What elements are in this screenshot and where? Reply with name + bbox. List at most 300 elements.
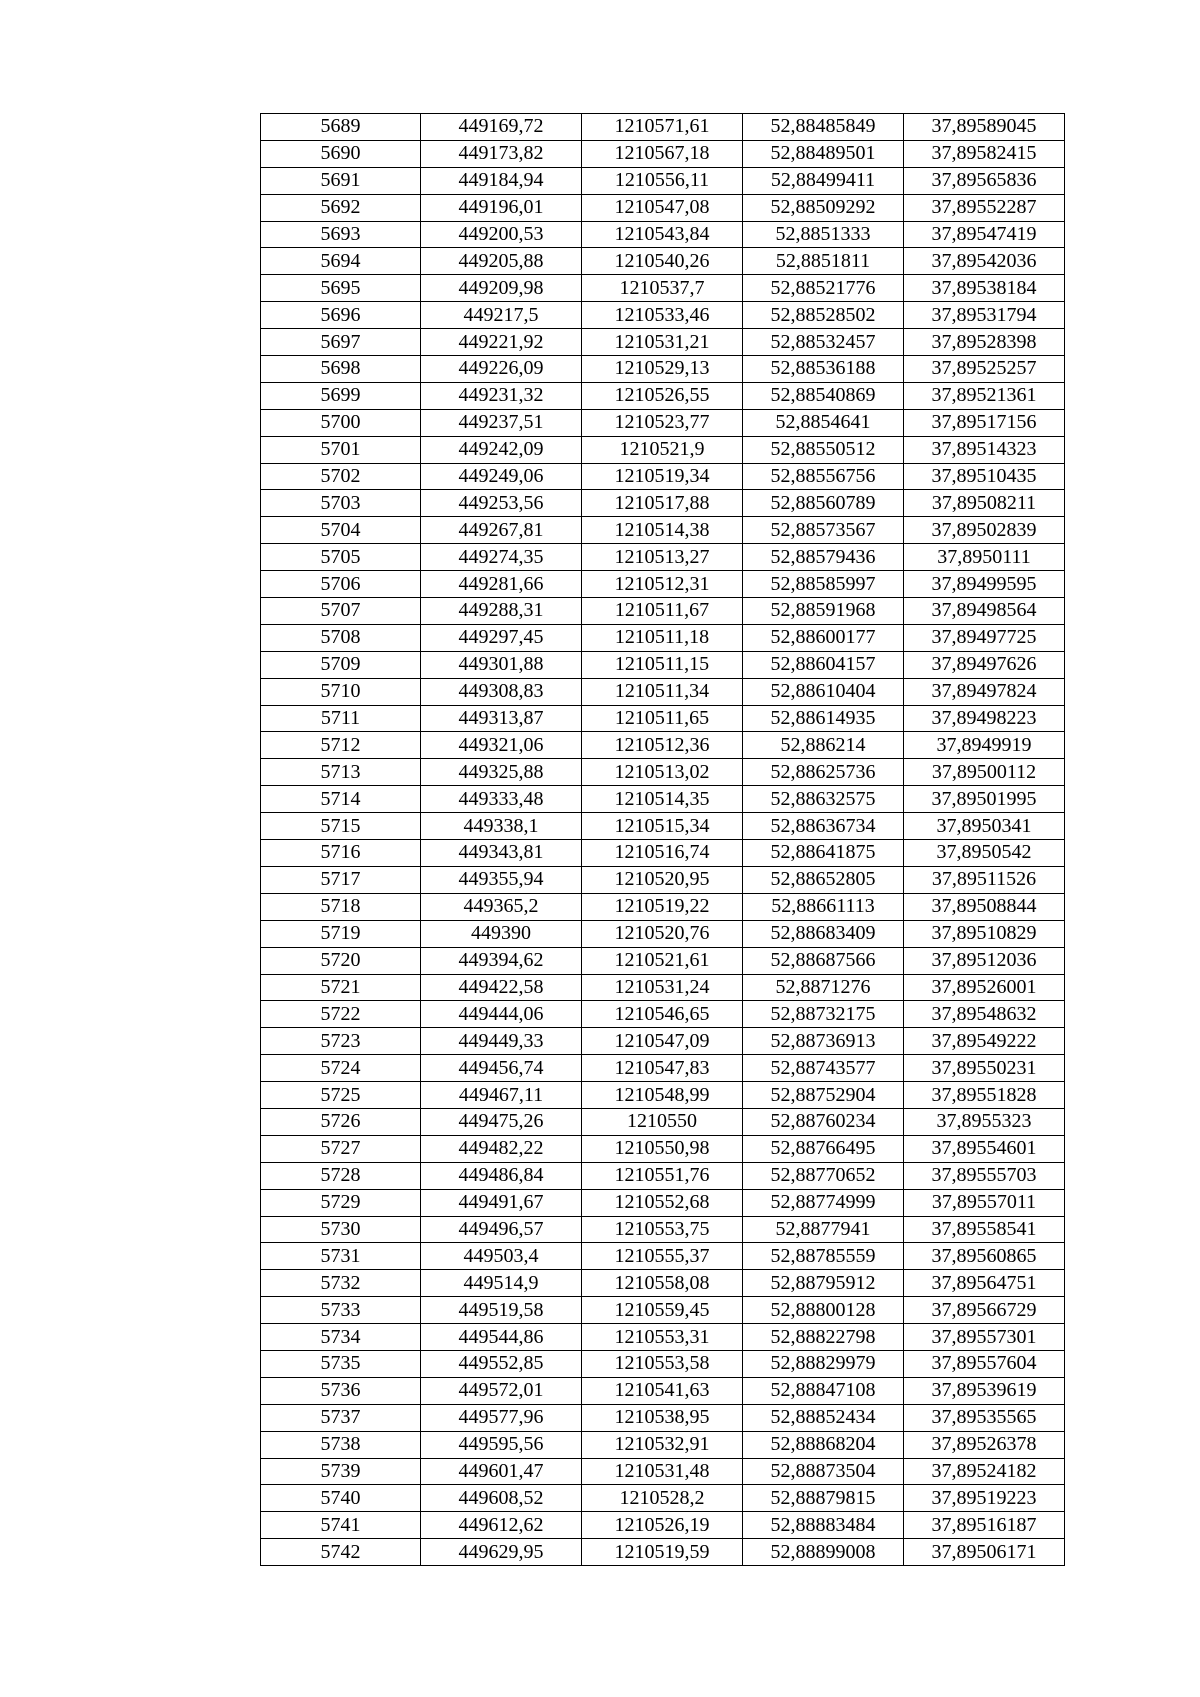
table-row (261, 1270, 1065, 1297)
table-row (261, 1297, 1065, 1324)
table-row (261, 866, 1065, 893)
latitude-cell: 52,88883484 (743, 1512, 904, 1539)
x-coordinate-cell: 449325,88 (421, 759, 582, 786)
point-number-cell: 5726 (261, 1108, 421, 1135)
latitude-cell: 52,88509292 (743, 194, 904, 221)
y-coordinate-cell: 1210531,48 (582, 1458, 743, 1485)
latitude-cell: 52,88683409 (743, 920, 904, 947)
x-coordinate-cell: 449595,56 (421, 1431, 582, 1458)
table-row (261, 1404, 1065, 1431)
y-coordinate-cell: 1210550 (582, 1108, 743, 1135)
latitude-cell: 52,88736913 (743, 1028, 904, 1055)
longitude-cell: 37,89557301 (904, 1324, 1065, 1351)
longitude-cell: 37,89548632 (904, 1001, 1065, 1028)
table-row (261, 490, 1065, 517)
table-row (261, 194, 1065, 221)
longitude-cell: 37,89538184 (904, 275, 1065, 302)
longitude-cell: 37,89510435 (904, 463, 1065, 490)
point-number-cell: 5729 (261, 1189, 421, 1216)
table-row (261, 1055, 1065, 1082)
point-number-cell: 5702 (261, 463, 421, 490)
y-coordinate-cell: 1210531,21 (582, 329, 743, 356)
x-coordinate-cell: 449184,94 (421, 167, 582, 194)
latitude-cell: 52,8871276 (743, 974, 904, 1001)
y-coordinate-cell: 1210511,67 (582, 598, 743, 625)
table-row (261, 1324, 1065, 1351)
y-coordinate-cell: 1210547,83 (582, 1055, 743, 1082)
table-row (261, 275, 1065, 302)
point-number-cell: 5695 (261, 275, 421, 302)
point-number-cell: 5693 (261, 221, 421, 248)
table-row (261, 544, 1065, 571)
latitude-cell: 52,88847108 (743, 1377, 904, 1404)
latitude-cell: 52,88852434 (743, 1404, 904, 1431)
point-number-cell: 5740 (261, 1485, 421, 1512)
y-coordinate-cell: 1210528,2 (582, 1485, 743, 1512)
y-coordinate-cell: 1210558,08 (582, 1270, 743, 1297)
y-coordinate-cell: 1210513,27 (582, 544, 743, 571)
x-coordinate-cell: 449449,33 (421, 1028, 582, 1055)
y-coordinate-cell: 1210551,76 (582, 1162, 743, 1189)
x-coordinate-cell: 449608,52 (421, 1485, 582, 1512)
latitude-cell: 52,88591968 (743, 598, 904, 625)
x-coordinate-cell: 449253,56 (421, 490, 582, 517)
table-row (261, 1162, 1065, 1189)
longitude-cell: 37,8949919 (904, 732, 1065, 759)
y-coordinate-cell: 1210548,99 (582, 1082, 743, 1109)
latitude-cell: 52,88632575 (743, 786, 904, 813)
point-number-cell: 5723 (261, 1028, 421, 1055)
table-row (261, 947, 1065, 974)
point-number-cell: 5734 (261, 1324, 421, 1351)
longitude-cell: 37,89539619 (904, 1377, 1065, 1404)
point-number-cell: 5727 (261, 1135, 421, 1162)
y-coordinate-cell: 1210550,98 (582, 1135, 743, 1162)
x-coordinate-cell: 449321,06 (421, 732, 582, 759)
longitude-cell: 37,89510829 (904, 920, 1065, 947)
x-coordinate-cell: 449267,81 (421, 517, 582, 544)
longitude-cell: 37,89498223 (904, 705, 1065, 732)
y-coordinate-cell: 1210533,46 (582, 302, 743, 329)
table-row (261, 1458, 1065, 1485)
x-coordinate-cell: 449308,83 (421, 678, 582, 705)
latitude-cell: 52,88770652 (743, 1162, 904, 1189)
y-coordinate-cell: 1210547,09 (582, 1028, 743, 1055)
point-number-cell: 5700 (261, 409, 421, 436)
point-number-cell: 5721 (261, 974, 421, 1001)
point-number-cell: 5722 (261, 1001, 421, 1028)
longitude-cell: 37,89497725 (904, 624, 1065, 651)
x-coordinate-cell: 449390 (421, 920, 582, 947)
point-number-cell: 5704 (261, 517, 421, 544)
longitude-cell: 37,89506171 (904, 1539, 1065, 1566)
y-coordinate-cell: 1210517,88 (582, 490, 743, 517)
point-number-cell: 5690 (261, 140, 421, 167)
latitude-cell: 52,88785559 (743, 1243, 904, 1270)
point-number-cell: 5703 (261, 490, 421, 517)
y-coordinate-cell: 1210521,61 (582, 947, 743, 974)
longitude-cell: 37,89549222 (904, 1028, 1065, 1055)
point-number-cell: 5724 (261, 1055, 421, 1082)
x-coordinate-cell: 449444,06 (421, 1001, 582, 1028)
x-coordinate-cell: 449237,51 (421, 409, 582, 436)
latitude-cell: 52,88868204 (743, 1431, 904, 1458)
x-coordinate-cell: 449503,4 (421, 1243, 582, 1270)
table-row (261, 571, 1065, 598)
latitude-cell: 52,8877941 (743, 1216, 904, 1243)
point-number-cell: 5705 (261, 544, 421, 571)
longitude-cell: 37,89499595 (904, 571, 1065, 598)
longitude-cell: 37,89508844 (904, 893, 1065, 920)
point-number-cell: 5731 (261, 1243, 421, 1270)
point-number-cell: 5715 (261, 813, 421, 840)
x-coordinate-cell: 449196,01 (421, 194, 582, 221)
y-coordinate-cell: 1210559,45 (582, 1297, 743, 1324)
x-coordinate-cell: 449313,87 (421, 705, 582, 732)
x-coordinate-cell: 449629,95 (421, 1539, 582, 1566)
table-row (261, 114, 1065, 141)
latitude-cell: 52,88795912 (743, 1270, 904, 1297)
x-coordinate-cell: 449612,62 (421, 1512, 582, 1539)
table-row (261, 140, 1065, 167)
latitude-cell: 52,88687566 (743, 947, 904, 974)
x-coordinate-cell: 449333,48 (421, 786, 582, 813)
longitude-cell: 37,89512036 (904, 947, 1065, 974)
x-coordinate-cell: 449343,81 (421, 840, 582, 867)
latitude-cell: 52,88829979 (743, 1350, 904, 1377)
table-row (261, 813, 1065, 840)
longitude-cell: 37,89497626 (904, 651, 1065, 678)
x-coordinate-cell: 449552,85 (421, 1350, 582, 1377)
latitude-cell: 52,88766495 (743, 1135, 904, 1162)
latitude-cell: 52,8851333 (743, 221, 904, 248)
latitude-cell: 52,88560789 (743, 490, 904, 517)
x-coordinate-cell: 449519,58 (421, 1297, 582, 1324)
longitude-cell: 37,89497824 (904, 678, 1065, 705)
point-number-cell: 5719 (261, 920, 421, 947)
table-row (261, 329, 1065, 356)
table-row (261, 1485, 1065, 1512)
y-coordinate-cell: 1210511,15 (582, 651, 743, 678)
point-number-cell: 5708 (261, 624, 421, 651)
longitude-cell: 37,89516187 (904, 1512, 1065, 1539)
y-coordinate-cell: 1210526,55 (582, 382, 743, 409)
longitude-cell: 37,89526001 (904, 974, 1065, 1001)
longitude-cell: 37,89582415 (904, 140, 1065, 167)
point-number-cell: 5698 (261, 356, 421, 383)
latitude-cell: 52,88489501 (743, 140, 904, 167)
latitude-cell: 52,88873504 (743, 1458, 904, 1485)
point-number-cell: 5736 (261, 1377, 421, 1404)
table-row (261, 356, 1065, 383)
longitude-cell: 37,89554601 (904, 1135, 1065, 1162)
y-coordinate-cell: 1210526,19 (582, 1512, 743, 1539)
table-row (261, 517, 1065, 544)
point-number-cell: 5692 (261, 194, 421, 221)
x-coordinate-cell: 449456,74 (421, 1055, 582, 1082)
x-coordinate-cell: 449217,5 (421, 302, 582, 329)
longitude-cell: 37,89526378 (904, 1431, 1065, 1458)
latitude-cell: 52,886214 (743, 732, 904, 759)
x-coordinate-cell: 449475,26 (421, 1108, 582, 1135)
table-row (261, 1135, 1065, 1162)
x-coordinate-cell: 449496,57 (421, 1216, 582, 1243)
point-number-cell: 5738 (261, 1431, 421, 1458)
x-coordinate-cell: 449226,09 (421, 356, 582, 383)
y-coordinate-cell: 1210523,77 (582, 409, 743, 436)
y-coordinate-cell: 1210512,31 (582, 571, 743, 598)
table-row (261, 1431, 1065, 1458)
longitude-cell: 37,89521361 (904, 382, 1065, 409)
point-number-cell: 5701 (261, 436, 421, 463)
latitude-cell: 52,88774999 (743, 1189, 904, 1216)
x-coordinate-cell: 449355,94 (421, 866, 582, 893)
y-coordinate-cell: 1210529,13 (582, 356, 743, 383)
table-row (261, 302, 1065, 329)
latitude-cell: 52,8851811 (743, 248, 904, 275)
point-number-cell: 5691 (261, 167, 421, 194)
y-coordinate-cell: 1210532,91 (582, 1431, 743, 1458)
table-row (261, 1539, 1065, 1566)
y-coordinate-cell: 1210553,31 (582, 1324, 743, 1351)
y-coordinate-cell: 1210543,84 (582, 221, 743, 248)
y-coordinate-cell: 1210552,68 (582, 1189, 743, 1216)
latitude-cell: 52,88532457 (743, 329, 904, 356)
point-number-cell: 5741 (261, 1512, 421, 1539)
point-number-cell: 5707 (261, 598, 421, 625)
x-coordinate-cell: 449467,11 (421, 1082, 582, 1109)
point-number-cell: 5699 (261, 382, 421, 409)
x-coordinate-cell: 449514,9 (421, 1270, 582, 1297)
longitude-cell: 37,89511526 (904, 866, 1065, 893)
longitude-cell: 37,89524182 (904, 1458, 1065, 1485)
y-coordinate-cell: 1210515,34 (582, 813, 743, 840)
x-coordinate-cell: 449486,84 (421, 1162, 582, 1189)
point-number-cell: 5696 (261, 302, 421, 329)
longitude-cell: 37,89547419 (904, 221, 1065, 248)
x-coordinate-cell: 449205,88 (421, 248, 582, 275)
table-row (261, 840, 1065, 867)
table-row (261, 1189, 1065, 1216)
y-coordinate-cell: 1210531,24 (582, 974, 743, 1001)
longitude-cell: 37,89508211 (904, 490, 1065, 517)
x-coordinate-cell: 449297,45 (421, 624, 582, 651)
x-coordinate-cell: 449288,31 (421, 598, 582, 625)
table-row (261, 221, 1065, 248)
latitude-cell: 52,88732175 (743, 1001, 904, 1028)
y-coordinate-cell: 1210519,59 (582, 1539, 743, 1566)
table-row (261, 598, 1065, 625)
point-number-cell: 5732 (261, 1270, 421, 1297)
table-row (261, 678, 1065, 705)
point-number-cell: 5706 (261, 571, 421, 598)
longitude-cell: 37,89550231 (904, 1055, 1065, 1082)
table-row (261, 651, 1065, 678)
table-row (261, 1216, 1065, 1243)
table-row (261, 759, 1065, 786)
longitude-cell: 37,89565836 (904, 167, 1065, 194)
point-number-cell: 5712 (261, 732, 421, 759)
longitude-cell: 37,89542036 (904, 248, 1065, 275)
point-number-cell: 5725 (261, 1082, 421, 1109)
table-row (261, 167, 1065, 194)
latitude-cell: 52,88521776 (743, 275, 904, 302)
point-number-cell: 5728 (261, 1162, 421, 1189)
y-coordinate-cell: 1210520,76 (582, 920, 743, 947)
latitude-cell: 52,88585997 (743, 571, 904, 598)
longitude-cell: 37,8950341 (904, 813, 1065, 840)
table-row (261, 409, 1065, 436)
table-row (261, 1108, 1065, 1135)
latitude-cell: 52,88625736 (743, 759, 904, 786)
coordinates-table-body (261, 114, 1065, 1566)
table-row (261, 1001, 1065, 1028)
x-coordinate-cell: 449242,09 (421, 436, 582, 463)
table-row (261, 382, 1065, 409)
table-row (261, 786, 1065, 813)
longitude-cell: 37,89525257 (904, 356, 1065, 383)
point-number-cell: 5716 (261, 840, 421, 867)
x-coordinate-cell: 449491,67 (421, 1189, 582, 1216)
x-coordinate-cell: 449169,72 (421, 114, 582, 141)
x-coordinate-cell: 449365,2 (421, 893, 582, 920)
x-coordinate-cell: 449200,53 (421, 221, 582, 248)
y-coordinate-cell: 1210511,34 (582, 678, 743, 705)
x-coordinate-cell: 449482,22 (421, 1135, 582, 1162)
y-coordinate-cell: 1210537,7 (582, 275, 743, 302)
y-coordinate-cell: 1210547,08 (582, 194, 743, 221)
latitude-cell: 52,88752904 (743, 1082, 904, 1109)
y-coordinate-cell: 1210553,58 (582, 1350, 743, 1377)
latitude-cell: 52,88485849 (743, 114, 904, 141)
y-coordinate-cell: 1210520,95 (582, 866, 743, 893)
point-number-cell: 5737 (261, 1404, 421, 1431)
point-number-cell: 5710 (261, 678, 421, 705)
table-row (261, 920, 1065, 947)
y-coordinate-cell: 1210516,74 (582, 840, 743, 867)
latitude-cell: 52,88604157 (743, 651, 904, 678)
y-coordinate-cell: 1210546,65 (582, 1001, 743, 1028)
table-row (261, 1243, 1065, 1270)
latitude-cell: 52,88528502 (743, 302, 904, 329)
longitude-cell: 37,8955323 (904, 1108, 1065, 1135)
x-coordinate-cell: 449249,06 (421, 463, 582, 490)
point-number-cell: 5709 (261, 651, 421, 678)
longitude-cell: 37,89555703 (904, 1162, 1065, 1189)
longitude-cell: 37,89535565 (904, 1404, 1065, 1431)
point-number-cell: 5718 (261, 893, 421, 920)
latitude-cell: 52,88550512 (743, 436, 904, 463)
y-coordinate-cell: 1210511,65 (582, 705, 743, 732)
latitude-cell: 52,88536188 (743, 356, 904, 383)
longitude-cell: 37,89552287 (904, 194, 1065, 221)
x-coordinate-cell: 449209,98 (421, 275, 582, 302)
table-row (261, 248, 1065, 275)
y-coordinate-cell: 1210553,75 (582, 1216, 743, 1243)
latitude-cell: 52,88600177 (743, 624, 904, 651)
latitude-cell: 52,8854641 (743, 409, 904, 436)
latitude-cell: 52,88636734 (743, 813, 904, 840)
longitude-cell: 37,89560865 (904, 1243, 1065, 1270)
x-coordinate-cell: 449231,32 (421, 382, 582, 409)
table-row (261, 705, 1065, 732)
longitude-cell: 37,89498564 (904, 598, 1065, 625)
longitude-cell: 37,89519223 (904, 1485, 1065, 1512)
y-coordinate-cell: 1210521,9 (582, 436, 743, 463)
point-number-cell: 5742 (261, 1539, 421, 1566)
x-coordinate-cell: 449173,82 (421, 140, 582, 167)
latitude-cell: 52,88822798 (743, 1324, 904, 1351)
longitude-cell: 37,8950542 (904, 840, 1065, 867)
latitude-cell: 52,88573567 (743, 517, 904, 544)
longitude-cell: 37,89564751 (904, 1270, 1065, 1297)
latitude-cell: 52,88614935 (743, 705, 904, 732)
longitude-cell: 37,89501995 (904, 786, 1065, 813)
point-number-cell: 5697 (261, 329, 421, 356)
y-coordinate-cell: 1210514,38 (582, 517, 743, 544)
y-coordinate-cell: 1210541,63 (582, 1377, 743, 1404)
x-coordinate-cell: 449394,62 (421, 947, 582, 974)
longitude-cell: 37,89528398 (904, 329, 1065, 356)
table-row (261, 1512, 1065, 1539)
latitude-cell: 52,88579436 (743, 544, 904, 571)
longitude-cell: 37,89589045 (904, 114, 1065, 141)
point-number-cell: 5735 (261, 1350, 421, 1377)
x-coordinate-cell: 449544,86 (421, 1324, 582, 1351)
longitude-cell: 37,8950111 (904, 544, 1065, 571)
point-number-cell: 5720 (261, 947, 421, 974)
table-row (261, 1028, 1065, 1055)
longitude-cell: 37,89558541 (904, 1216, 1065, 1243)
y-coordinate-cell: 1210567,18 (582, 140, 743, 167)
longitude-cell: 37,89502839 (904, 517, 1065, 544)
longitude-cell: 37,89551828 (904, 1082, 1065, 1109)
latitude-cell: 52,88540869 (743, 382, 904, 409)
longitude-cell: 37,89531794 (904, 302, 1065, 329)
x-coordinate-cell: 449338,1 (421, 813, 582, 840)
latitude-cell: 52,88743577 (743, 1055, 904, 1082)
y-coordinate-cell: 1210513,02 (582, 759, 743, 786)
y-coordinate-cell: 1210556,11 (582, 167, 743, 194)
point-number-cell: 5694 (261, 248, 421, 275)
y-coordinate-cell: 1210514,35 (582, 786, 743, 813)
table-row (261, 732, 1065, 759)
point-number-cell: 5713 (261, 759, 421, 786)
latitude-cell: 52,88879815 (743, 1485, 904, 1512)
table-row (261, 436, 1065, 463)
y-coordinate-cell: 1210571,61 (582, 114, 743, 141)
x-coordinate-cell: 449274,35 (421, 544, 582, 571)
latitude-cell: 52,88499411 (743, 167, 904, 194)
latitude-cell: 52,88556756 (743, 463, 904, 490)
latitude-cell: 52,88610404 (743, 678, 904, 705)
x-coordinate-cell: 449221,92 (421, 329, 582, 356)
y-coordinate-cell: 1210555,37 (582, 1243, 743, 1270)
longitude-cell: 37,89557604 (904, 1350, 1065, 1377)
point-number-cell: 5739 (261, 1458, 421, 1485)
y-coordinate-cell: 1210511,18 (582, 624, 743, 651)
table-row (261, 974, 1065, 1001)
point-number-cell: 5733 (261, 1297, 421, 1324)
point-number-cell: 5730 (261, 1216, 421, 1243)
longitude-cell: 37,89514323 (904, 436, 1065, 463)
point-number-cell: 5717 (261, 866, 421, 893)
x-coordinate-cell: 449572,01 (421, 1377, 582, 1404)
y-coordinate-cell: 1210519,34 (582, 463, 743, 490)
table-row (261, 1082, 1065, 1109)
y-coordinate-cell: 1210540,26 (582, 248, 743, 275)
point-number-cell: 5714 (261, 786, 421, 813)
